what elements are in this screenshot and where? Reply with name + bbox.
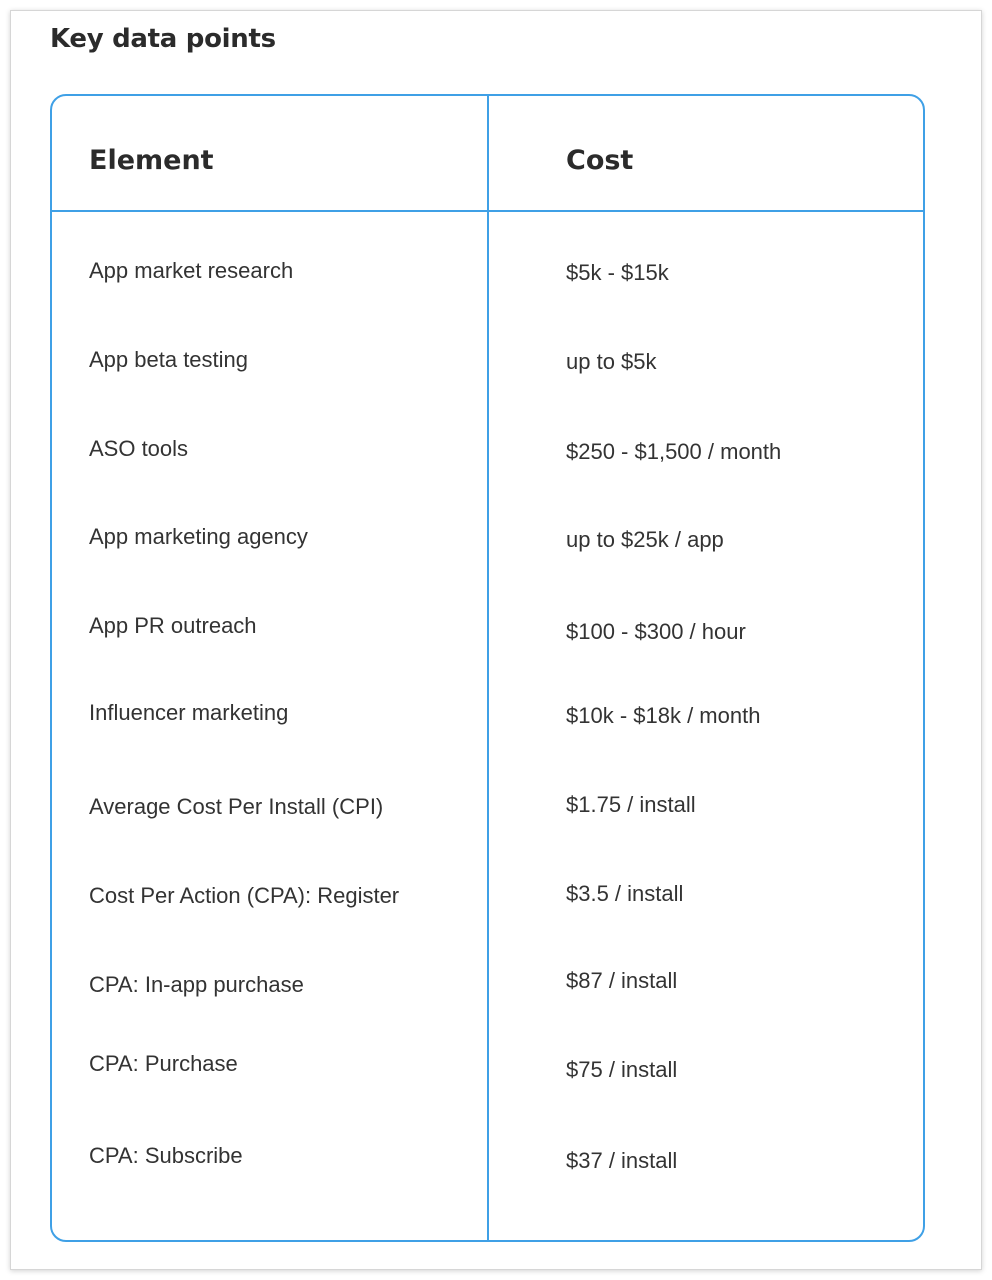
table-cell-element: App beta testing — [89, 347, 249, 372]
table-cell-element: Cost Per Action (CPA): Register — [89, 883, 400, 908]
table-cell-cost: $5k - $15k — [566, 260, 669, 285]
table-cell-cost: $1.75 / install — [566, 792, 696, 817]
table-cell-cost: $87 / install — [566, 968, 678, 993]
column-divider — [487, 96, 489, 1240]
table-cell-cost: $3.5 / install — [566, 881, 684, 906]
table-cell-element: CPA: Subscribe — [89, 1143, 243, 1168]
table-cell-cost: $10k - $18k / month — [566, 703, 761, 728]
table-cell-element: ASO tools — [89, 436, 189, 461]
table-cell-cost: $100 - $300 / hour — [566, 619, 746, 644]
column-header-cost: Cost — [566, 145, 634, 176]
table-cell-cost: $37 / install — [566, 1148, 678, 1173]
table-cell-cost: $75 / install — [566, 1057, 678, 1082]
table-cell-element: App PR outreach — [89, 613, 257, 638]
table-cell-cost: up to $25k / app — [566, 527, 724, 552]
table-cell-element: App marketing agency — [89, 524, 308, 549]
table-cell-element: CPA: Purchase — [89, 1051, 238, 1076]
column-header-element: Element — [89, 145, 214, 176]
page-title: Key data points — [50, 24, 276, 54]
table-cell-cost: up to $5k — [566, 349, 657, 374]
header-divider — [52, 210, 923, 212]
table-cell-element: Average Cost Per Install (CPI) — [89, 794, 384, 819]
table-cell-element: App market research — [89, 258, 294, 283]
table-cell-cost: $250 - $1,500 / month — [566, 439, 782, 464]
table-cell-element: Influencer marketing — [89, 700, 289, 725]
table-cell-element: CPA: In-app purchase — [89, 972, 304, 997]
cost-table — [50, 94, 925, 1242]
